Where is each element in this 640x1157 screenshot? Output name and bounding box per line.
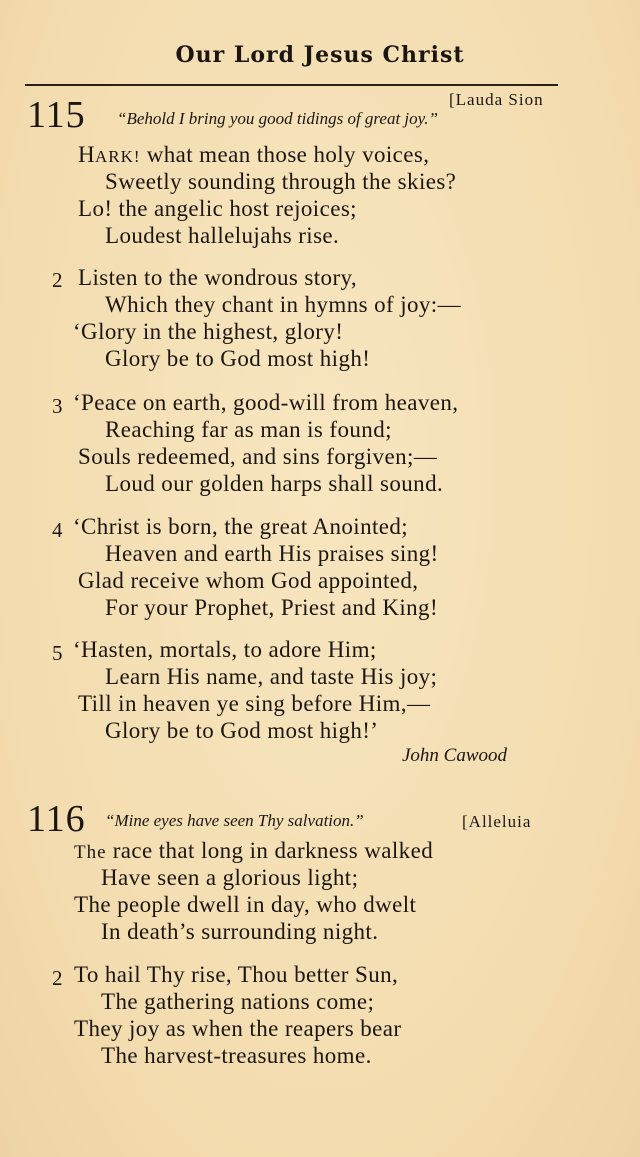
verse-line: The gathering nations come;	[101, 989, 375, 1014]
author-attribution: John Cawood	[402, 745, 508, 766]
small-caps-word: ARK!	[95, 147, 141, 166]
hymn-number: 116	[27, 798, 86, 840]
drop-initial: H	[78, 142, 96, 167]
verse-line: Loud our golden harps shall sound.	[105, 471, 444, 496]
tune-name: [Alleluia	[462, 812, 532, 831]
verse-line: Sweetly sounding through the skies?	[105, 169, 457, 194]
verse-line: In death’s surrounding night.	[101, 919, 379, 944]
small-caps-word: The	[74, 842, 107, 863]
verse-line: The race that long in darkness walked	[74, 838, 434, 863]
verse-line: Till in heaven ye sing before Him,—	[78, 691, 431, 716]
stanza-number: 2	[52, 966, 63, 990]
tune-name: [Lauda Sion	[449, 90, 544, 109]
stanza-number: 4	[52, 518, 63, 542]
verse-line: Which they chant in hymns of joy:—	[105, 292, 461, 317]
stanza-number: 5	[52, 641, 63, 665]
verse-line: ‘Peace on earth, good-will from heaven,	[73, 390, 459, 415]
stanza-number: 3	[52, 394, 63, 418]
stanza-number: 2	[52, 268, 63, 292]
verse-line: To hail Thy rise, Thou better Sun,	[74, 962, 399, 987]
verse-line: HARK! what mean those holy voices,	[78, 142, 430, 167]
verse-line: ‘Hasten, mortals, to adore Him;	[73, 637, 377, 662]
verse-line: Listen to the wondrous story,	[78, 265, 358, 290]
verse-line: For your Prophet, Priest and King!	[105, 595, 439, 620]
verse-line: Heaven and earth His praises sing!	[105, 541, 439, 566]
verse-line: Glory be to God most high!’	[105, 718, 379, 743]
verse-line: Reaching far as man is found;	[105, 417, 392, 442]
verse-line: Souls redeemed, and sins forgiven;—	[78, 444, 438, 469]
hymn-number: 115	[27, 94, 86, 136]
verse-line: Glory be to God most high!	[105, 346, 371, 371]
verse-line: ‘Christ is born, the great Anointed;	[73, 514, 409, 539]
verse-line: ‘Glory in the highest, glory!	[73, 319, 344, 344]
verse-line: The people dwell in day, who dwelt	[74, 892, 417, 917]
verse-line: They joy as when the reapers bear	[74, 1016, 402, 1041]
verse-line: The harvest-treasures home.	[101, 1043, 372, 1068]
verse-line: Lo! the angelic host rejoices;	[78, 196, 357, 221]
epigraph: “Behold I bring you good tidings of great joy.”	[117, 109, 438, 128]
running-head: Our Lord Jesus Christ	[175, 42, 465, 68]
header-rule	[25, 84, 558, 86]
verse-line: Learn His name, and taste His joy;	[105, 664, 438, 689]
verse-line: Have seen a glorious light;	[101, 865, 359, 890]
epigraph: “Mine eyes have seen Thy salvation.”	[105, 811, 364, 830]
verse-line: Loudest hallelujahs rise.	[105, 223, 340, 248]
verse-line: Glad receive whom God appointed,	[78, 568, 419, 593]
